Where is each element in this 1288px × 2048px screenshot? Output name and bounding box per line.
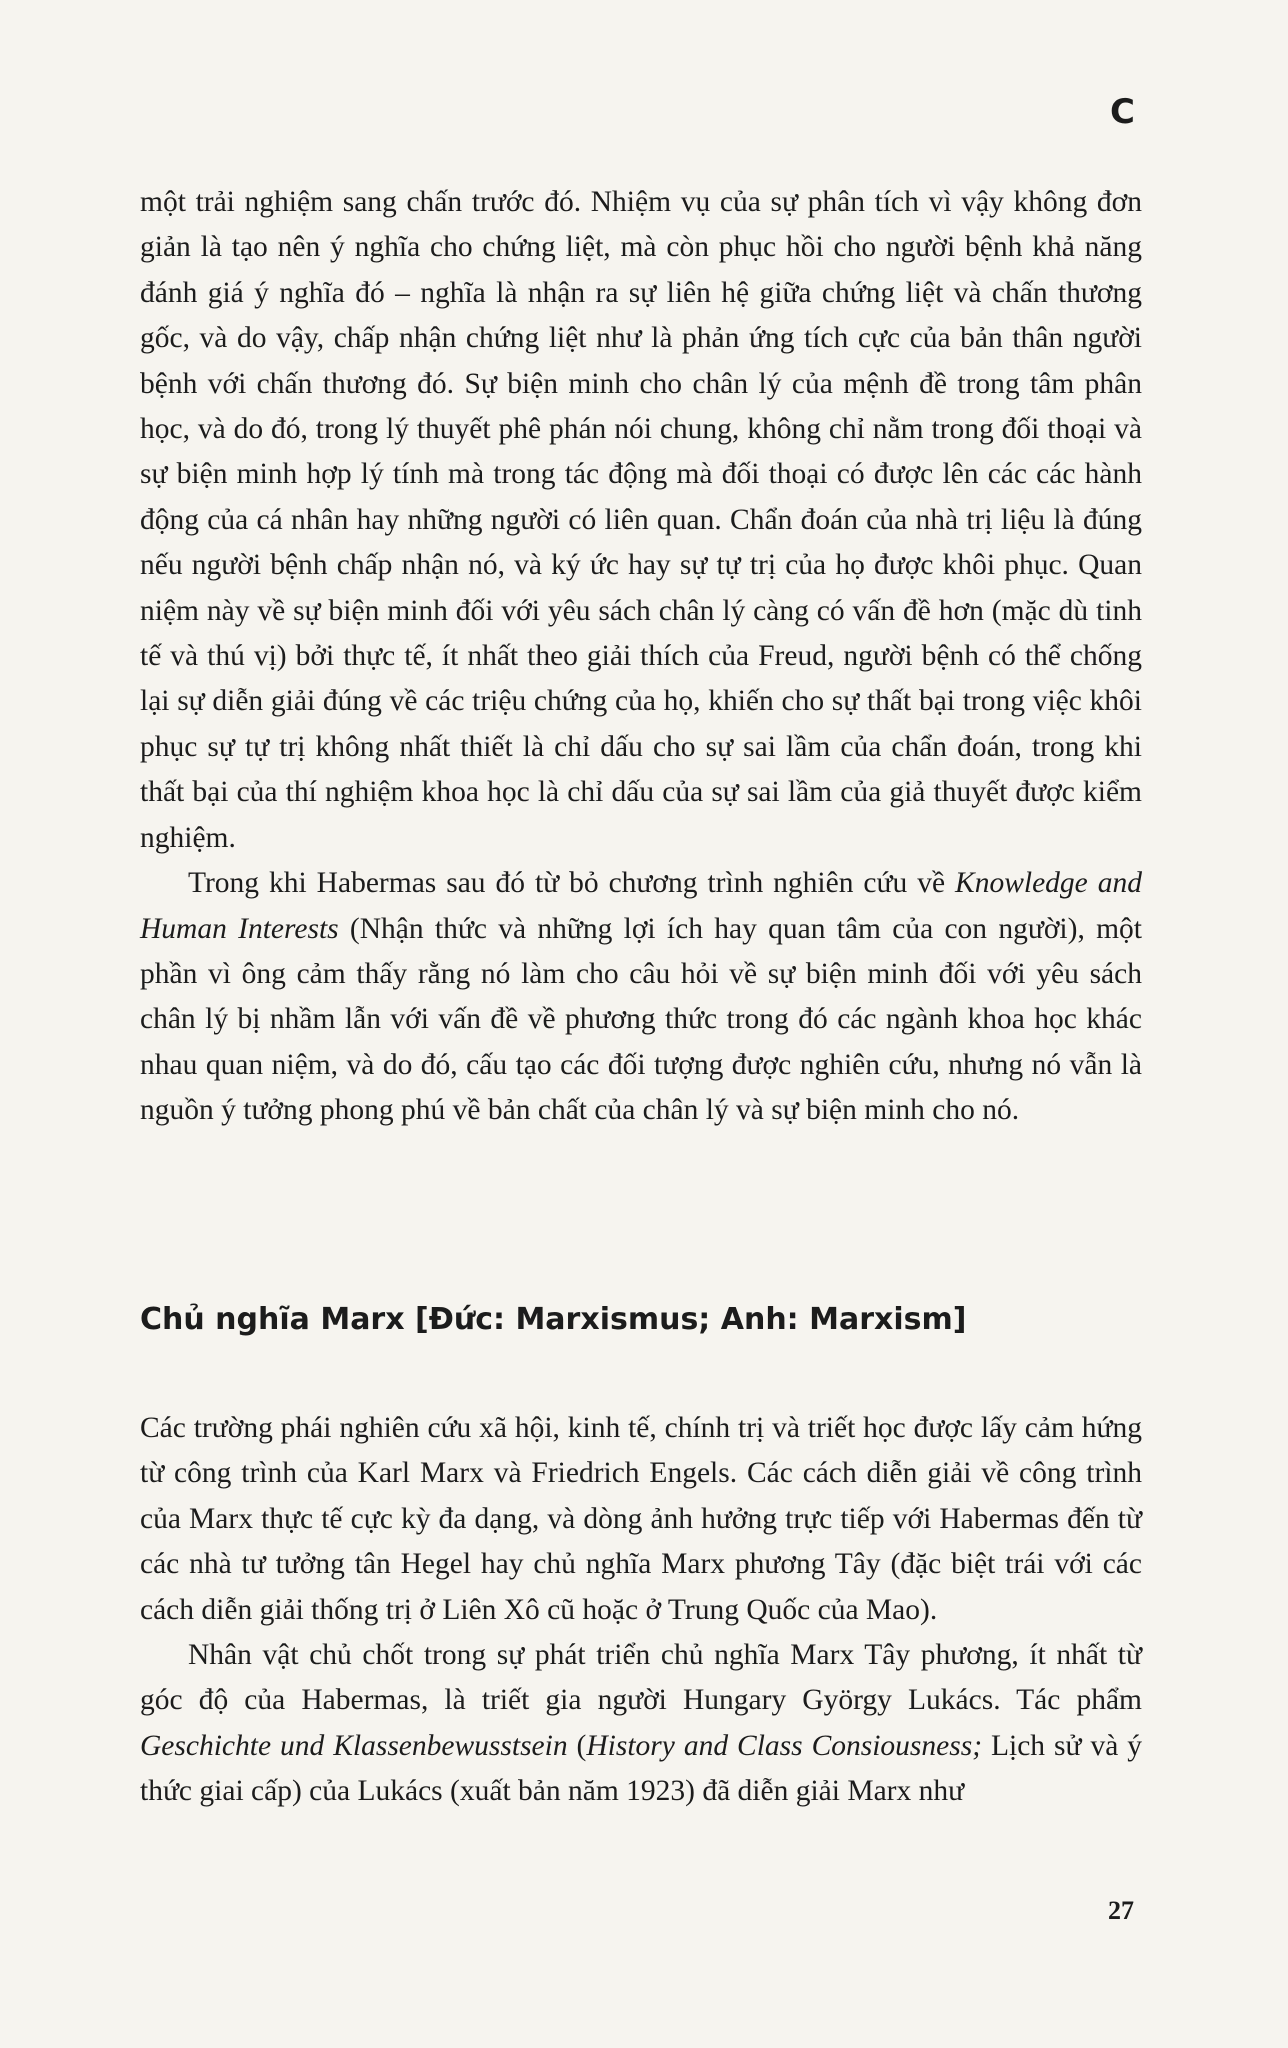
book-title-italic: Geschichte und Klassenbewusstsein [140,1729,568,1762]
paragraph [140,861,1142,1133]
page-number: 27 [1108,1896,1134,1925]
text-run: Nhân vật chủ chốt trong sự phát triển chủ nghĩa Marx Tây phương, ít nhất từ góc độ của Habermas, là triết gia người Hungary György Lukács. Tác phẩm [140,1639,1142,1717]
paragraph: một trải nghiệm sang chấn trước đó. Nhiệm vụ của sự phân tích vì vậy không đơn giản là tạo nên ý nghĩa cho chứng liệt, mà còn phục hồi cho người bệnh khả năng đánh giá ý nghĩa đó – nghĩa là nhận ra sự liên hệ giữa chứng liệt và chấn thương gốc, và do vậy, chấp nhận chứng liệt như là phản ứng tích cực của bản thân người bệnh với chấn thương đó. Sự biện minh cho chân lý của mệnh đề trong tâm phân học, và do đó, trong lý thuyết phê phán nói chung, không chỉ nằm trong đối thoại và sự biện minh hợp lý tính mà trong tác động mà đối thoại có được lên các các hành động của cá nhân hay những người có liên quan. Chẩn đoán của nhà trị liệu là đúng nếu người bệnh chấp nhận nó, và ký ức hay sự tự trị của họ được khôi phục. Quan niệm này về sự biện minh đối với yêu sách chân lý càng có vấn đề hơn (mặc dù tinh tế và thú vị) bởi thực tế, ít nhất theo giải thích của Freud, người bệnh có thể chống lại sự diễn giải đúng về các triệu chứng của họ, khiến cho sự thất bại trong việc khôi phục sự tự trị không nhất thiết là chỉ dấu cho sự sai lầm của chẩn đoán, trong khi thất bại của thí nghiệm khoa học là chỉ dấu của sự sai lầm của giả thuyết được kiểm nghiệm. [140,186,1142,854]
text-run: (Nhận thức và những lợi ích hay quan tâm của con người), một phần vì ông cảm thấy rằng nó làm cho câu hỏi về sự biện minh đối với yêu sách chân lý bị nhầm lẫn với vấn đề về phương thức trong đó các ngành khoa học khác nhau quan niệm, và do đó, cấu tạo các đối tượng được nghiên cứu, nhưng nó vẫn là nguồn ý tưởng phong phú về bản chất của chân lý và sự biện minh cho nó. [140,912,1142,1127]
section-letter: C [1110,92,1135,132]
body-text-before-heading [140,180,1142,1134]
paragraph: Các trường phái nghiên cứu xã hội, kinh tế, chính trị và triết học được lấy cảm hứng từ công trình của Karl Marx và Friedrich Engels. Các cách diễn giải về công trình của Marx thực tế cực kỳ đa dạng, và dòng ảnh hưởng trực tiếp với Habermas đến từ các nhà tư tưởng tân Hegel hay chủ nghĩa Marx phương Tây (đặc biệt trái với các cách diễn giải thống trị ở Liên Xô cũ hoặc ở Trung Quốc của Mao). [140,1412,1142,1626]
text-run: Lịch sử và ý thức giai cấp) của Lukács (xuất bản năm 1923) đã diễn giải Marx như [140,1729,1142,1808]
text-run: ( [567,1729,587,1762]
body-text-after-heading [140,1406,1142,1815]
book-title-italic: Knowledge and Human Interests [140,867,1142,945]
paragraph [140,1633,1142,1815]
book-title-italic: History and Class Consiousness; [586,1729,983,1762]
text-run: Trong khi Habermas sau đó từ bỏ chương trình nghiên cứu về [188,867,956,900]
section-heading: Chủ nghĩa Marx [Đức: Marxismus; Anh: Marxism] [140,1302,967,1337]
